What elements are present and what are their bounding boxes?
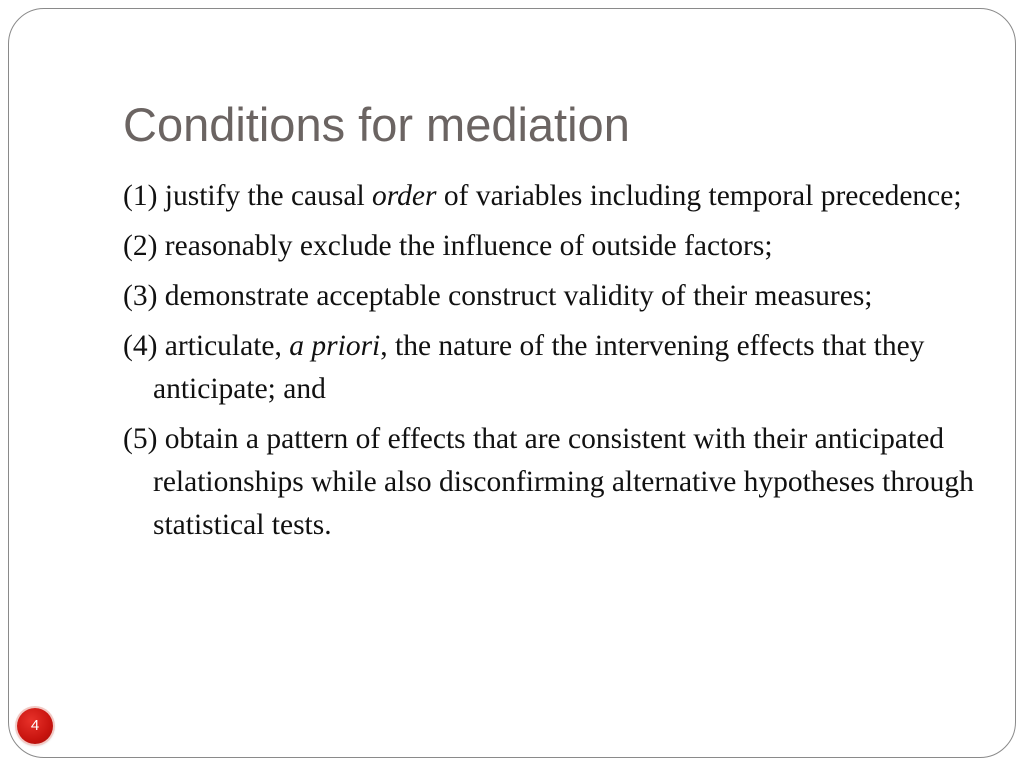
condition-text: (3) demonstrate acceptable construct validity of their measures; (123, 280, 873, 312)
condition-item (123, 175, 983, 218)
condition-text: of variables including temporal precedence; (436, 180, 962, 212)
condition-text: (2) reasonably exclude the influence of outside factors; (123, 230, 773, 262)
condition-text: (5) obtain a pattern of effects that are consistent with their anticipated relationships while also disconfirming alternative hypotheses through statistical tests. (123, 423, 974, 541)
slide-title: Conditions for mediation (123, 98, 630, 151)
condition-item (123, 225, 983, 268)
slide-frame (8, 8, 1016, 758)
conditions-list (123, 175, 983, 554)
condition-text: (4) articulate, (123, 330, 290, 362)
slide-number-badge: 4 (17, 708, 53, 744)
condition-item (123, 275, 983, 318)
condition-item (123, 418, 983, 547)
condition-text: (1) justify the causal (123, 180, 373, 212)
condition-text-emphasis: a priori (289, 330, 381, 362)
condition-text-emphasis: order (372, 180, 437, 212)
condition-text: , the nature of the intervening effects that they anticipate; and (153, 330, 925, 405)
condition-item (123, 325, 983, 411)
